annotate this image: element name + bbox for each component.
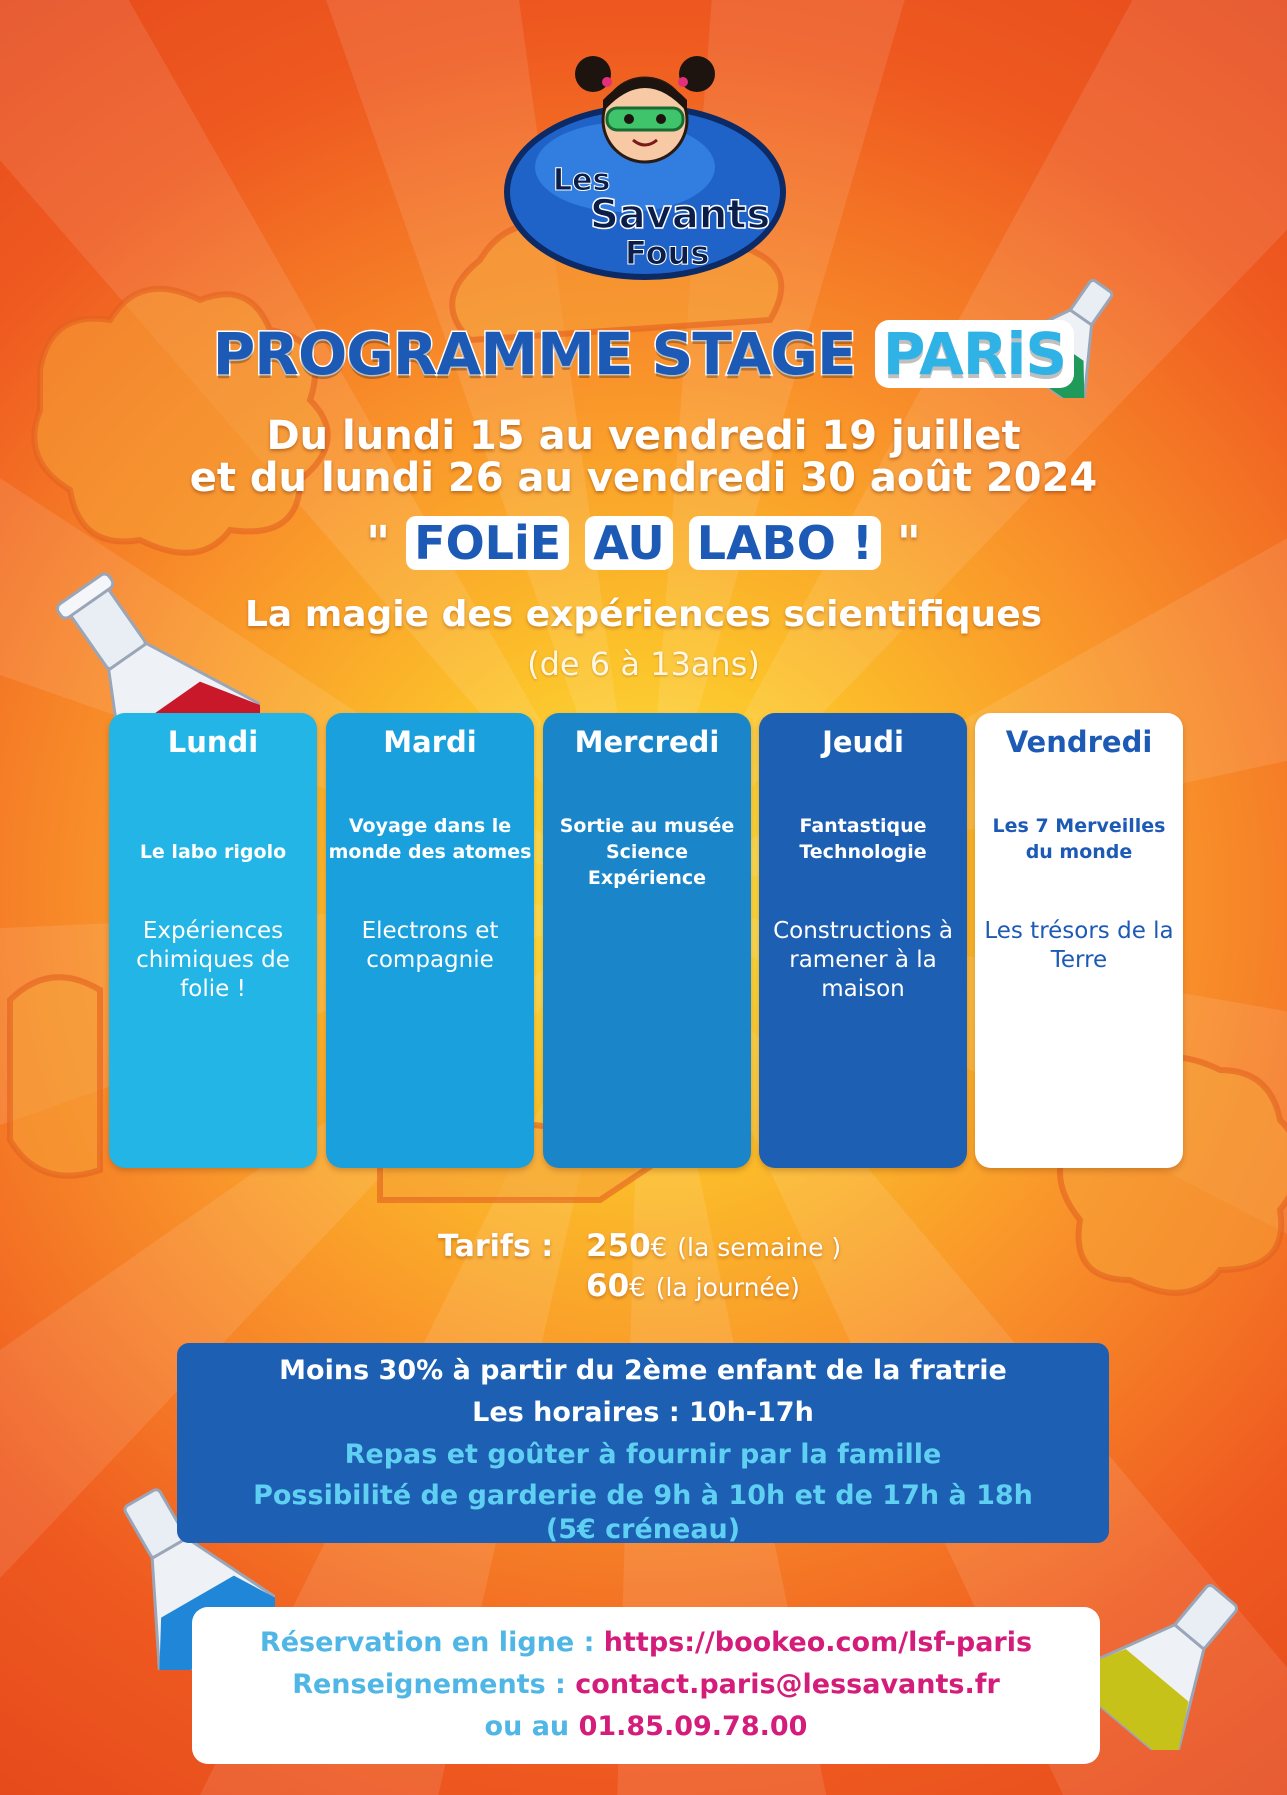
program-title	[0, 320, 1287, 388]
age-range: (de 6 à 13ans)	[527, 645, 760, 683]
email-link[interactable]: contact.paris@lessavants.fr	[575, 1669, 1000, 1700]
pricing	[438, 1226, 841, 1306]
info-box	[177, 1343, 1109, 1543]
dates-line-2: et du lundi 26 au vendredi 30 août 2024	[189, 455, 1098, 501]
theme-quote-close: "	[896, 516, 921, 570]
day-name: Vendredi	[1005, 725, 1153, 759]
day-description: Electrons et compagnie	[361, 918, 499, 973]
theme-word-3: LABO !	[689, 516, 881, 570]
weekly-schedule	[109, 713, 1184, 1168]
reservation-link[interactable]: https://bookeo.com/lsf-paris	[603, 1627, 1033, 1658]
day-name: Mercredi	[574, 725, 720, 759]
pricing-day-unit: €	[629, 1273, 646, 1303]
logo-text-fous: Fous	[625, 234, 710, 272]
pricing-week-amount: 250	[586, 1228, 651, 1264]
pricing-day-note: (la journée)	[655, 1273, 800, 1302]
day-description: Constructions à ramener à la maison	[773, 918, 953, 1002]
logo-text-savants: Savants	[590, 192, 771, 238]
pricing-week-unit: €	[650, 1233, 668, 1263]
day-description: Les trésors de la Terre	[984, 918, 1174, 973]
info-label: Renseignements :	[292, 1669, 566, 1700]
day-card-friday	[975, 713, 1183, 1168]
info-daycare: Possibilité de garderie de 9h à 10h et de 17h à 18h	[253, 1480, 1033, 1511]
info-hours: Les horaires : 10h-17h	[472, 1397, 814, 1428]
theme-word-1: FOLiE	[406, 516, 569, 570]
day-card-wednesday	[543, 713, 751, 1168]
day-card-thursday	[759, 713, 967, 1168]
day-name: Lundi	[167, 725, 259, 759]
theme-title	[0, 516, 1287, 570]
day-topic: Voyage dans le monde des atomes	[328, 815, 532, 863]
reservation-label: Réservation en ligne :	[259, 1627, 595, 1658]
theme-word-2: AU	[585, 516, 673, 570]
les-savants-fous-logo	[495, 42, 795, 282]
phone-label: ou au	[484, 1711, 570, 1742]
day-topic: Sortie au musée Science Expérience	[559, 815, 735, 889]
day-card-monday	[109, 713, 317, 1168]
day-description: Expériences chimiques de folie !	[136, 918, 290, 1002]
pricing-day-amount: 60	[586, 1268, 630, 1304]
contact-reservation	[192, 1623, 1100, 1663]
subtitle: La magie des expériences scientifiques	[244, 594, 1043, 635]
info-meals: Repas et goûter à fournir par la famille	[344, 1439, 942, 1470]
pricing-week-note: (la semaine )	[677, 1233, 842, 1262]
info-daycare-price: (5€ créneau)	[545, 1514, 741, 1545]
contact-box	[192, 1607, 1100, 1764]
pricing-day-row	[438, 1266, 841, 1306]
pricing-label: Tarifs :	[438, 1229, 554, 1264]
day-name: Jeudi	[822, 725, 904, 759]
yellow-flask-illustration	[1085, 1570, 1255, 1750]
logo-text-les: Les	[553, 163, 611, 198]
pricing-week-row	[438, 1226, 841, 1266]
day-topic: Fantastique Technologie	[799, 815, 927, 863]
theme-quote-open: "	[366, 516, 391, 570]
phone-link[interactable]: 01.85.09.78.00	[578, 1711, 808, 1742]
program-title-main: PROGRAMME STAGE	[212, 320, 856, 388]
day-topic: Les 7 Merveilles du monde	[992, 815, 1166, 863]
day-name: Mardi	[383, 725, 477, 759]
dates-line-1: Du lundi 15 au vendredi 19 juillet	[266, 413, 1021, 459]
day-topic: Le labo rigolo	[139, 841, 287, 863]
info-discount: Moins 30% à partir du 2ème enfant de la fratrie	[279, 1355, 1007, 1386]
day-card-tuesday	[326, 713, 534, 1168]
contact-info	[192, 1665, 1100, 1705]
contact-phone	[192, 1707, 1100, 1747]
program-title-city: PARiS	[875, 320, 1074, 388]
